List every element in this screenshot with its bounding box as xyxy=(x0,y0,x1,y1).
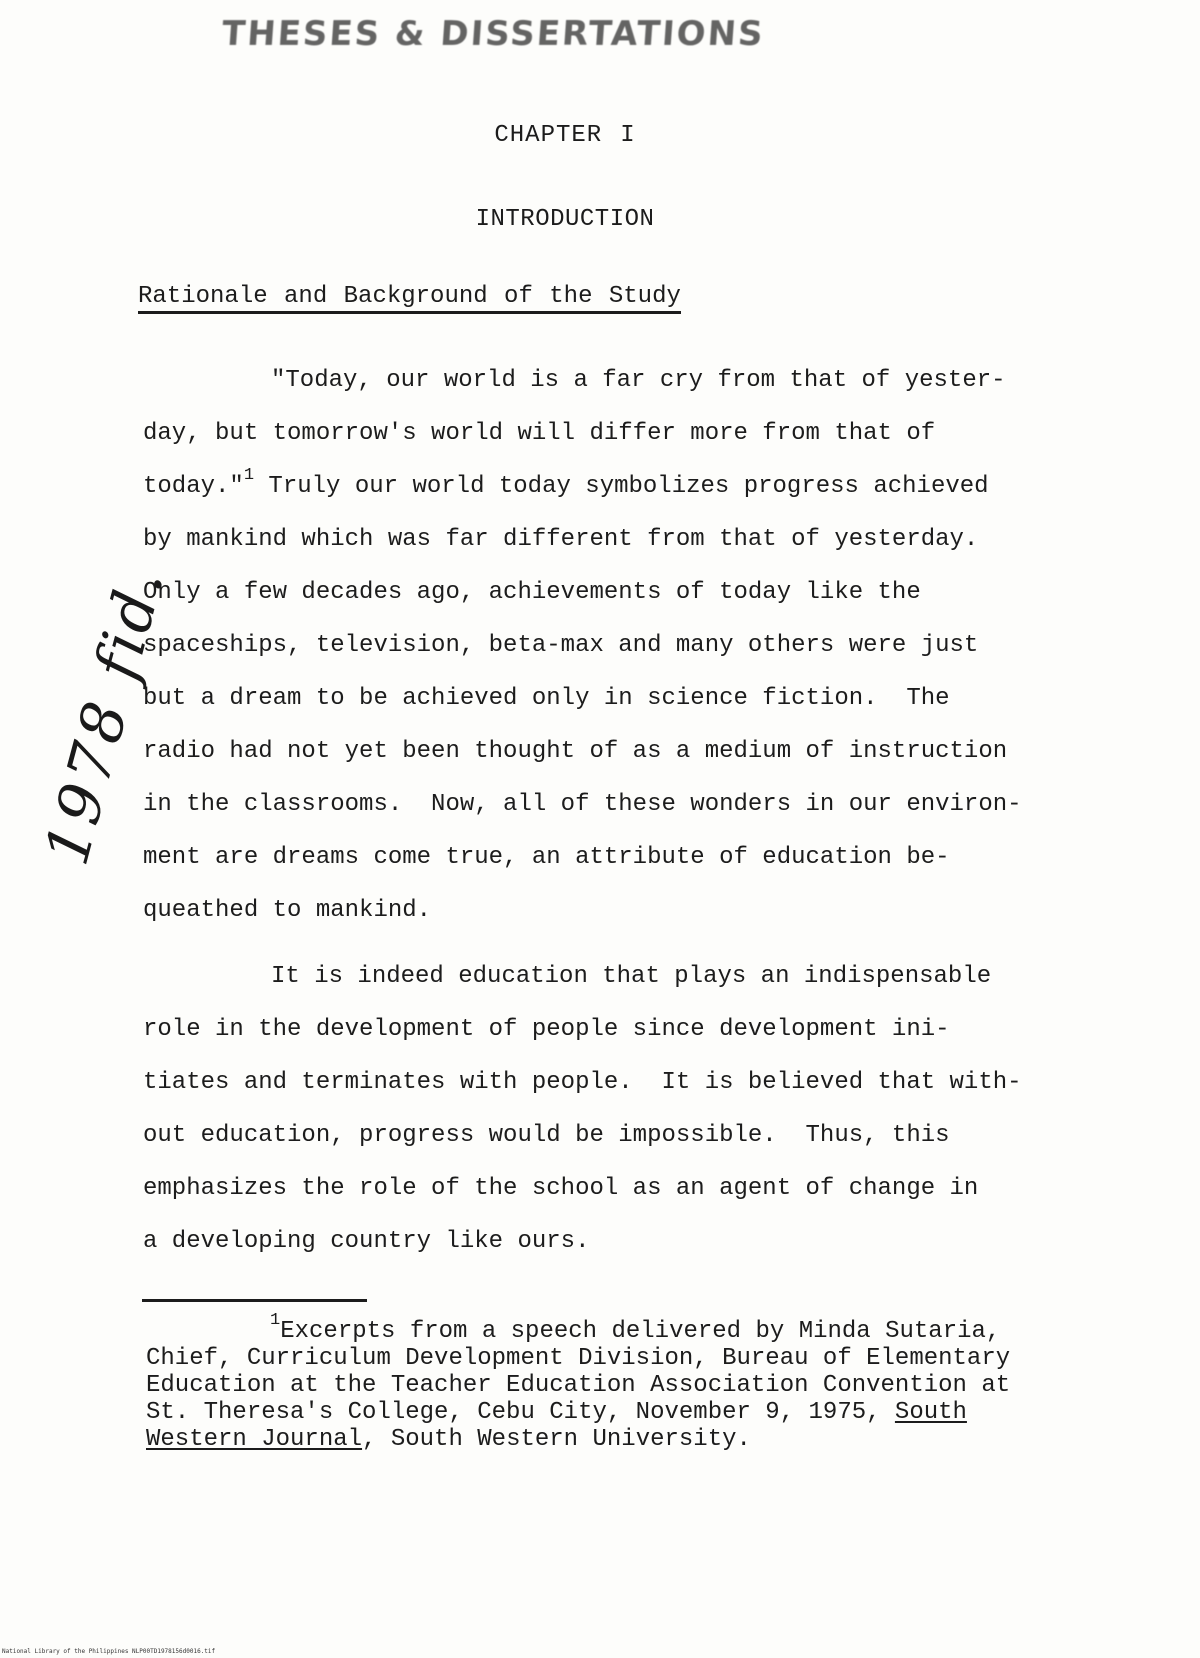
footnote-divider xyxy=(142,1299,367,1302)
text-line: radio had not yet been thought of as a medium of instruction xyxy=(143,738,1008,765)
text-line: ment are dreams come true, an attribute of education be- xyxy=(143,844,950,871)
quote-end: today." xyxy=(143,473,244,500)
text-line: day, but tomorrow's world will differ more from that of xyxy=(143,420,936,447)
text-line: by mankind which was far different from that of yesterday. xyxy=(143,526,979,553)
journal-title-part1: South xyxy=(894,1399,967,1426)
text-line: but a dream to be achieved only in science fiction. The xyxy=(143,685,950,712)
chapter-heading xyxy=(0,122,1130,149)
section-title: Rationale and Background of the Study xyxy=(138,283,681,314)
theses-dissertations-stamp: THESES & DISSERTATIONS xyxy=(220,14,766,54)
handwritten-margin-note: 1978 fid. xyxy=(31,557,179,873)
text-line: role in the development of people since development ini- xyxy=(143,1016,950,1043)
text-line: spaceships, television, beta-max and many others were just xyxy=(143,632,979,659)
text-line: "Today, our world is a far cry from that of yester- xyxy=(271,367,1006,394)
footnote-line xyxy=(146,1311,1146,1345)
footnote-line xyxy=(146,1399,1146,1426)
text-line: It is indeed education that plays an indispensable xyxy=(271,963,992,990)
quote-continuation: Truly our world today symbolizes progress achieved xyxy=(254,473,989,500)
footnote xyxy=(146,1311,1146,1453)
footnote-text: Excerpts from a speech delivered by Minda Sutaria, xyxy=(280,1318,1001,1345)
introduction-heading: INTRODUCTION xyxy=(475,206,655,233)
footnote-reference: 1 xyxy=(243,466,255,485)
chapter-numeral: I xyxy=(620,122,636,149)
footnote-line: Chief, Curriculum Development Division, Bureau of Elementary xyxy=(146,1345,1011,1372)
text-line: Only a few decades ago, achievements of today like the xyxy=(143,579,921,606)
text-line: emphasizes the role of the school as an agent of change in xyxy=(143,1175,979,1202)
text-line xyxy=(143,460,1143,513)
chapter-label: CHAPTER xyxy=(494,122,603,149)
footnote-text: St. Theresa's College, Cebu City, November 9, 1975, xyxy=(146,1399,895,1426)
scan-caption: National Library of the Philippines NLP00TD1978156d0016.tif xyxy=(2,1648,216,1655)
journal-title-part2: Western Journal xyxy=(146,1426,363,1453)
footnote-line xyxy=(146,1426,1146,1453)
footnote-marker: 1 xyxy=(270,1311,281,1330)
paragraph-2 xyxy=(143,950,1143,1268)
paragraph-1 xyxy=(143,354,1143,937)
text-line: tiates and terminates with people. It is believed that with- xyxy=(143,1069,1022,1096)
footnote-line: Education at the Teacher Education Association Convention at xyxy=(146,1372,1011,1399)
text-line: out education, progress would be impossible. Thus, this xyxy=(143,1122,950,1149)
text-line: in the classrooms. Now, all of these wonders in our environ- xyxy=(143,791,1022,818)
footnote-text: , South Western University. xyxy=(362,1426,751,1453)
text-line: a developing country like ours. xyxy=(143,1228,590,1255)
text-line: queathed to mankind. xyxy=(143,897,432,924)
